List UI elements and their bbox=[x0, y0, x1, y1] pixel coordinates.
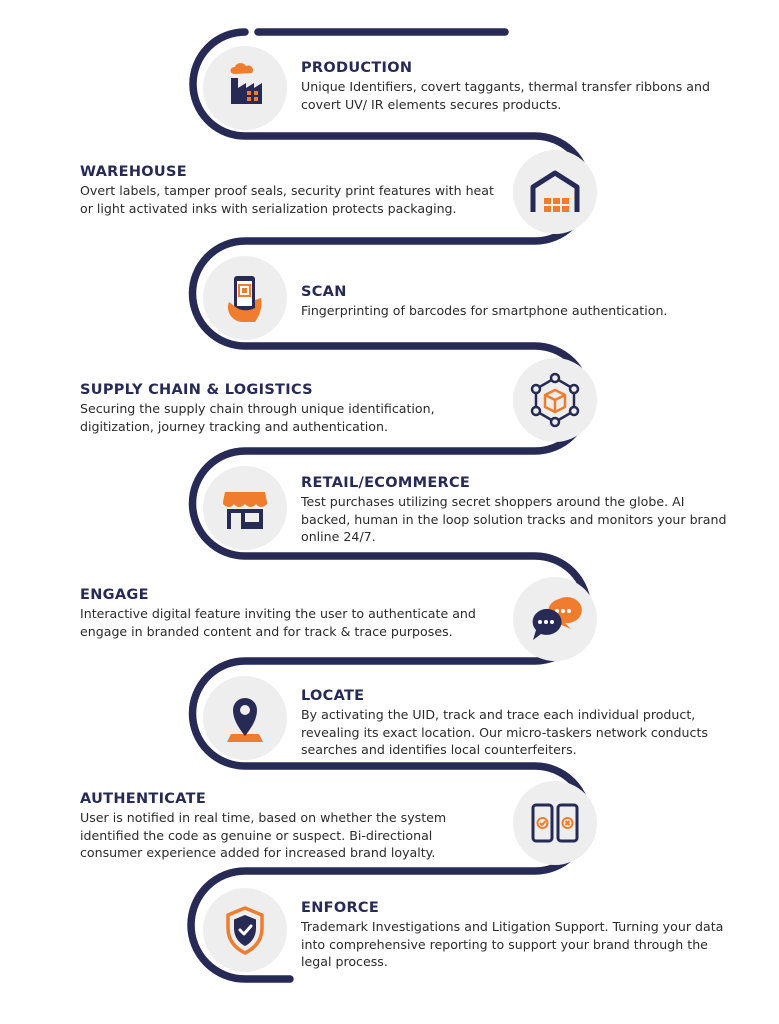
step-warehouse bbox=[80, 164, 510, 217]
step-title: RETAIL/ECOMMERCE bbox=[301, 475, 471, 491]
step-description: By activating the UID, track and trace each individual product, revealing its exact location. Our micro-taskers network conducts searches and identifies local counterfeiters. bbox=[301, 707, 708, 757]
warehouse-icon bbox=[513, 150, 597, 234]
step-description: Trademark Investigations and Litigation Support. Turning your data into comprehensive reporting to support your brand through the legal process. bbox=[301, 919, 724, 969]
step-engage bbox=[80, 587, 510, 640]
network-box-icon bbox=[513, 358, 597, 442]
step-description: Interactive digital feature inviting the user to authenticate and engage in branded content and for track & trace purposes. bbox=[80, 606, 476, 639]
step-description: User is notified in real time, based on whether the system identified the code as genuine or suspect. Bi-directional consumer experience added for increased brand loyalty. bbox=[80, 810, 447, 860]
storefront-icon bbox=[203, 466, 287, 550]
step-title: LOCATE bbox=[301, 688, 365, 704]
step-description: Fingerprinting of barcodes for smartphone authentication. bbox=[301, 303, 668, 318]
step-production bbox=[301, 60, 731, 113]
step-supply-chain bbox=[80, 382, 490, 435]
location-pin-icon bbox=[203, 676, 287, 760]
step-title: WAREHOUSE bbox=[80, 164, 187, 180]
factory-icon bbox=[203, 46, 287, 130]
step-description: Securing the supply chain through unique identification, digitization, journey tracking and authentication. bbox=[80, 401, 435, 434]
chat-bubbles-icon bbox=[513, 577, 597, 661]
phone-scan-icon bbox=[203, 256, 287, 340]
step-title: PRODUCTION bbox=[301, 60, 413, 76]
step-locate bbox=[301, 688, 731, 759]
step-scan bbox=[301, 284, 731, 320]
step-title: ENGAGE bbox=[80, 587, 149, 603]
step-description: Overt labels, tamper proof seals, security print features with heat or light activated inks with serialization protects packaging. bbox=[80, 183, 494, 216]
step-description: Test purchases utilizing secret shoppers around the globe. AI backed, human in the loop solution tracks and monitors your brand online 24/7. bbox=[301, 494, 727, 544]
step-retail-ecommerce bbox=[301, 475, 731, 546]
step-title: SCAN bbox=[301, 284, 347, 300]
step-description: Unique Identifiers, covert taggants, thermal transfer ribbons and covert UV/ IR elements secures products. bbox=[301, 79, 710, 112]
step-title: AUTHENTICATE bbox=[80, 791, 207, 807]
step-authenticate bbox=[80, 791, 485, 862]
step-title: SUPPLY CHAIN & LOGISTICS bbox=[80, 382, 313, 398]
step-enforce bbox=[301, 900, 731, 971]
phones-check-cross-icon bbox=[513, 781, 597, 865]
step-title: ENFORCE bbox=[301, 900, 380, 916]
shield-check-icon bbox=[203, 888, 287, 972]
